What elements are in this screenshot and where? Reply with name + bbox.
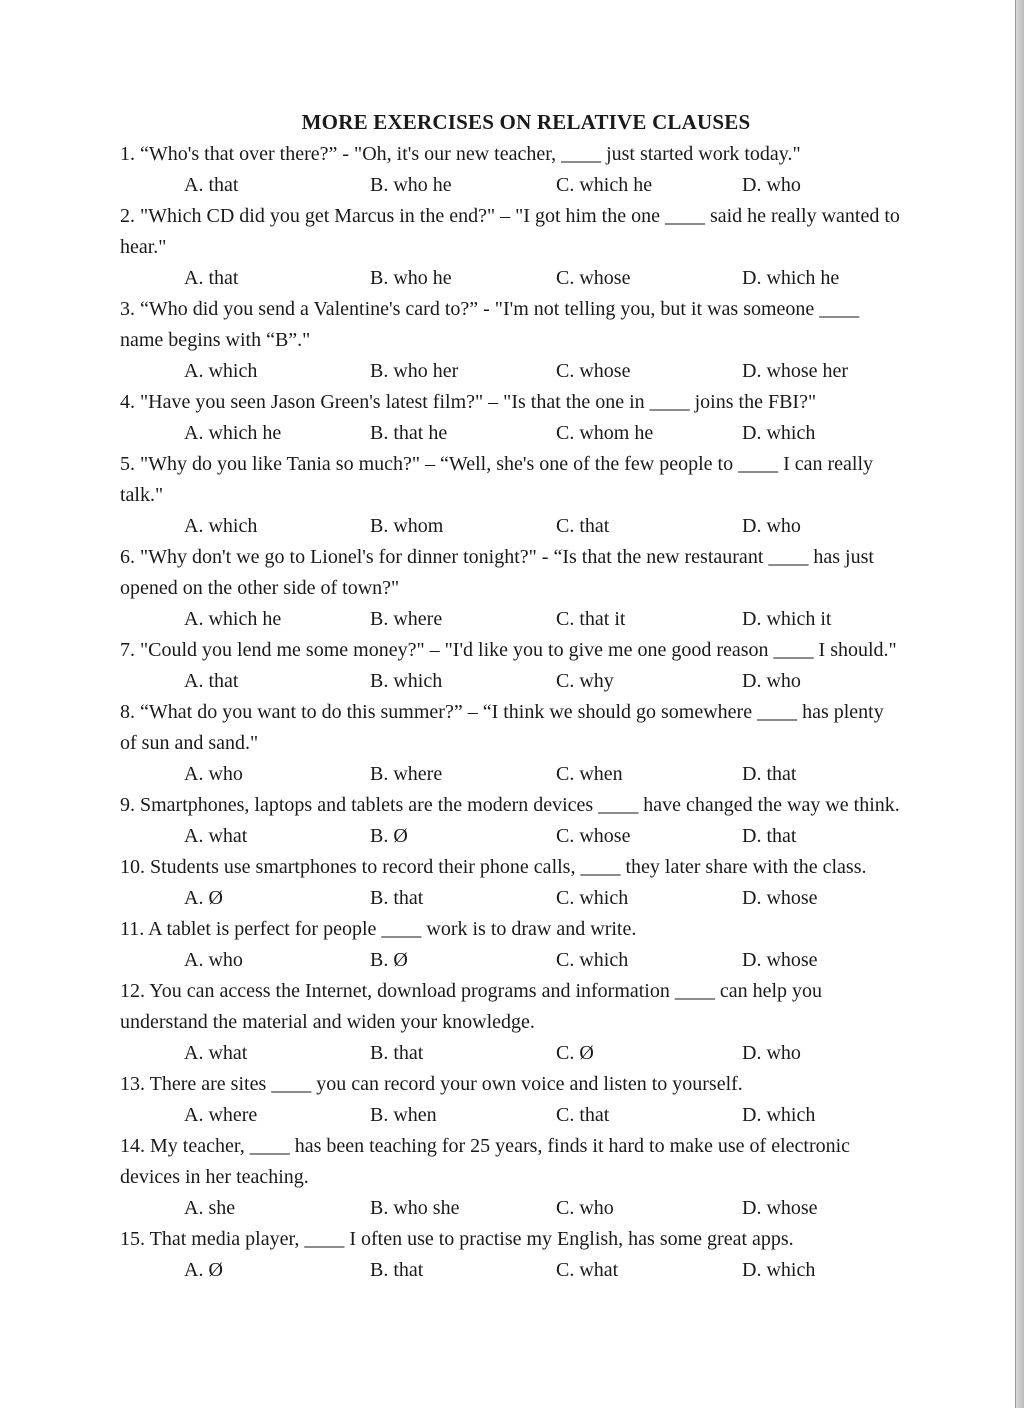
answer-option-b: B. that: [370, 1259, 424, 1281]
question-text-line: 1. “Who's that over there?” - "Oh, it's our new teacher, ____ just started work today.": [120, 143, 801, 165]
questions-list: [120, 139, 932, 1286]
question-7: [120, 635, 932, 697]
question-text-line: 11. A tablet is perfect for people ____ work is to draw and write.: [120, 918, 637, 940]
answer-option-b: B. Ø: [370, 825, 408, 847]
answer-option-a: A. Ø: [184, 1259, 223, 1281]
question-14: [120, 1131, 932, 1224]
question-text-line: 14. My teacher, ____ has been teaching for 25 years, finds it hard to make use of electronic: [120, 1135, 851, 1157]
answer-option-b: B. whom: [370, 515, 444, 537]
answer-option-d: D. who: [742, 174, 801, 196]
answer-option-c: C. what: [556, 1259, 619, 1281]
question-13: [120, 1069, 932, 1131]
question-2: [120, 201, 932, 294]
question-text-line: hear.": [120, 236, 167, 258]
answer-options: [120, 263, 932, 294]
answer-option-a: A. which: [184, 515, 258, 537]
answer-options: [120, 418, 932, 449]
answer-option-b: B. who he: [370, 174, 452, 196]
answer-option-d: D. who: [742, 1042, 801, 1064]
answer-option-c: C. that: [556, 1104, 610, 1126]
answer-option-b: B. who her: [370, 360, 459, 382]
answer-option-b: B. that: [370, 887, 424, 909]
question-4: [120, 387, 932, 449]
answer-options: [120, 883, 932, 914]
answer-options: [120, 604, 932, 635]
answer-option-a: A. which he: [184, 422, 282, 444]
answer-option-c: C. whom he: [556, 422, 654, 444]
answer-option-a: A. who: [184, 763, 243, 785]
answer-option-b: B. Ø: [370, 949, 408, 971]
question-6: [120, 542, 932, 635]
answer-option-c: C. which he: [556, 174, 653, 196]
answer-option-a: A. that: [184, 174, 239, 196]
question-text-line: name begins with “B”.": [120, 329, 311, 351]
question-12: [120, 976, 932, 1069]
question-text-line: of sun and sand.": [120, 732, 259, 754]
answer-option-d: D. which: [742, 422, 816, 444]
answer-option-a: A. that: [184, 267, 239, 289]
answer-option-d: D. whose: [742, 949, 818, 971]
question-text-line: 4. "Have you seen Jason Green's latest film?" – "Is that the one in ____ joins the FBI?": [120, 391, 817, 413]
answer-option-a: A. who: [184, 949, 243, 971]
answer-options: [120, 511, 932, 542]
answer-option-d: D. which: [742, 1259, 816, 1281]
answer-option-c: C. that it: [556, 608, 626, 630]
answer-options: [120, 666, 932, 697]
answer-options: [120, 356, 932, 387]
answer-options: [120, 945, 932, 976]
answer-option-b: B. who she: [370, 1197, 460, 1219]
page-edge: [1015, 0, 1024, 1408]
answer-option-d: D. who: [742, 515, 801, 537]
answer-options: [120, 821, 932, 852]
answer-options: [120, 759, 932, 790]
answer-option-d: D. whose: [742, 887, 818, 909]
question-3: [120, 294, 932, 387]
answer-option-c: C. Ø: [556, 1042, 594, 1064]
answer-options: [120, 1100, 932, 1131]
answer-option-b: B. where: [370, 763, 443, 785]
answer-option-c: C. which: [556, 949, 629, 971]
answer-option-b: B. who he: [370, 267, 452, 289]
answer-option-c: C. who: [556, 1197, 614, 1219]
question-text-line: 12. You can access the Internet, download programs and information ____ can help you: [120, 980, 823, 1002]
answer-option-a: A. what: [184, 825, 248, 847]
answer-option-c: C. when: [556, 763, 623, 785]
answer-option-d: D. which: [742, 1104, 816, 1126]
answer-option-d: D. whose: [742, 1197, 818, 1219]
answer-option-c: C. why: [556, 670, 614, 692]
question-text-line: understand the material and widen your knowledge.: [120, 1011, 535, 1033]
question-5: [120, 449, 932, 542]
answer-option-b: B. that he: [370, 422, 448, 444]
page-title: MORE EXERCISES ON RELATIVE CLAUSES: [301, 110, 751, 134]
answer-option-a: A. which he: [184, 608, 282, 630]
question-text-line: 15. That media player, ____ I often use to practise my English, has some great apps.: [120, 1228, 794, 1250]
answer-option-c: C. which: [556, 887, 629, 909]
question-10: [120, 852, 932, 914]
answer-option-a: A. where: [184, 1104, 258, 1126]
answer-option-b: B. which: [370, 670, 443, 692]
question-11: [120, 914, 932, 976]
question-text-line: 10. Students use smartphones to record their phone calls, ____ they later share with the class.: [120, 856, 867, 878]
answer-option-d: D. which he: [742, 267, 840, 289]
question-15: [120, 1224, 932, 1286]
answer-option-a: A. she: [184, 1197, 236, 1219]
answer-option-a: A. what: [184, 1042, 248, 1064]
answer-option-d: D. that: [742, 825, 797, 847]
question-1: [120, 139, 932, 201]
answer-options: [120, 1038, 932, 1069]
answer-options: [120, 1255, 932, 1286]
question-8: [120, 697, 932, 790]
question-text-line: 3. “Who did you send a Valentine's card to?” - "I'm not telling you, but it was someone ____: [120, 298, 860, 320]
answer-option-d: D. whose her: [742, 360, 849, 382]
question-text-line: 8. “What do you want to do this summer?” – “I think we should go somewhere ____ has plenty: [120, 701, 884, 723]
question-text-line: 2. "Which CD did you get Marcus in the end?" – "I got him the one ____ said he really wanted to: [120, 205, 900, 227]
answer-option-d: D. that: [742, 763, 797, 785]
answer-options: [120, 1193, 932, 1224]
question-text-line: 7. "Could you lend me some money?" – "I'd like you to give me one good reason ____ I should.": [120, 639, 897, 661]
answer-option-a: A. Ø: [184, 887, 223, 909]
answer-option-c: C. that: [556, 515, 610, 537]
question-text-line: talk.": [120, 484, 164, 506]
question-text-line: opened on the other side of town?": [120, 577, 400, 599]
question-text-line: 6. "Why don't we go to Lionel's for dinner tonight?" - “Is that the new restaurant ____ has just: [120, 546, 874, 568]
question-9: [120, 790, 932, 852]
question-text-line: 13. There are sites ____ you can record your own voice and listen to yourself.: [120, 1073, 743, 1095]
answer-option-a: A. that: [184, 670, 239, 692]
answer-option-d: D. which it: [742, 608, 832, 630]
answer-option-c: C. whose: [556, 360, 631, 382]
answer-option-a: A. which: [184, 360, 258, 382]
answer-option-b: B. when: [370, 1104, 437, 1126]
answer-option-c: C. whose: [556, 267, 631, 289]
answer-option-c: C. whose: [556, 825, 631, 847]
answer-option-b: B. where: [370, 608, 443, 630]
question-text-line: 9. Smartphones, laptops and tablets are the modern devices ____ have changed the way we think.: [120, 794, 900, 816]
answer-options: [120, 170, 932, 201]
question-text-line: devices in her teaching.: [120, 1166, 309, 1188]
question-text-line: 5. "Why do you like Tania so much?" – “Well, she's one of the few people to ____ I can really: [120, 453, 874, 475]
answer-option-d: D. who: [742, 670, 801, 692]
answer-option-b: B. that: [370, 1042, 424, 1064]
